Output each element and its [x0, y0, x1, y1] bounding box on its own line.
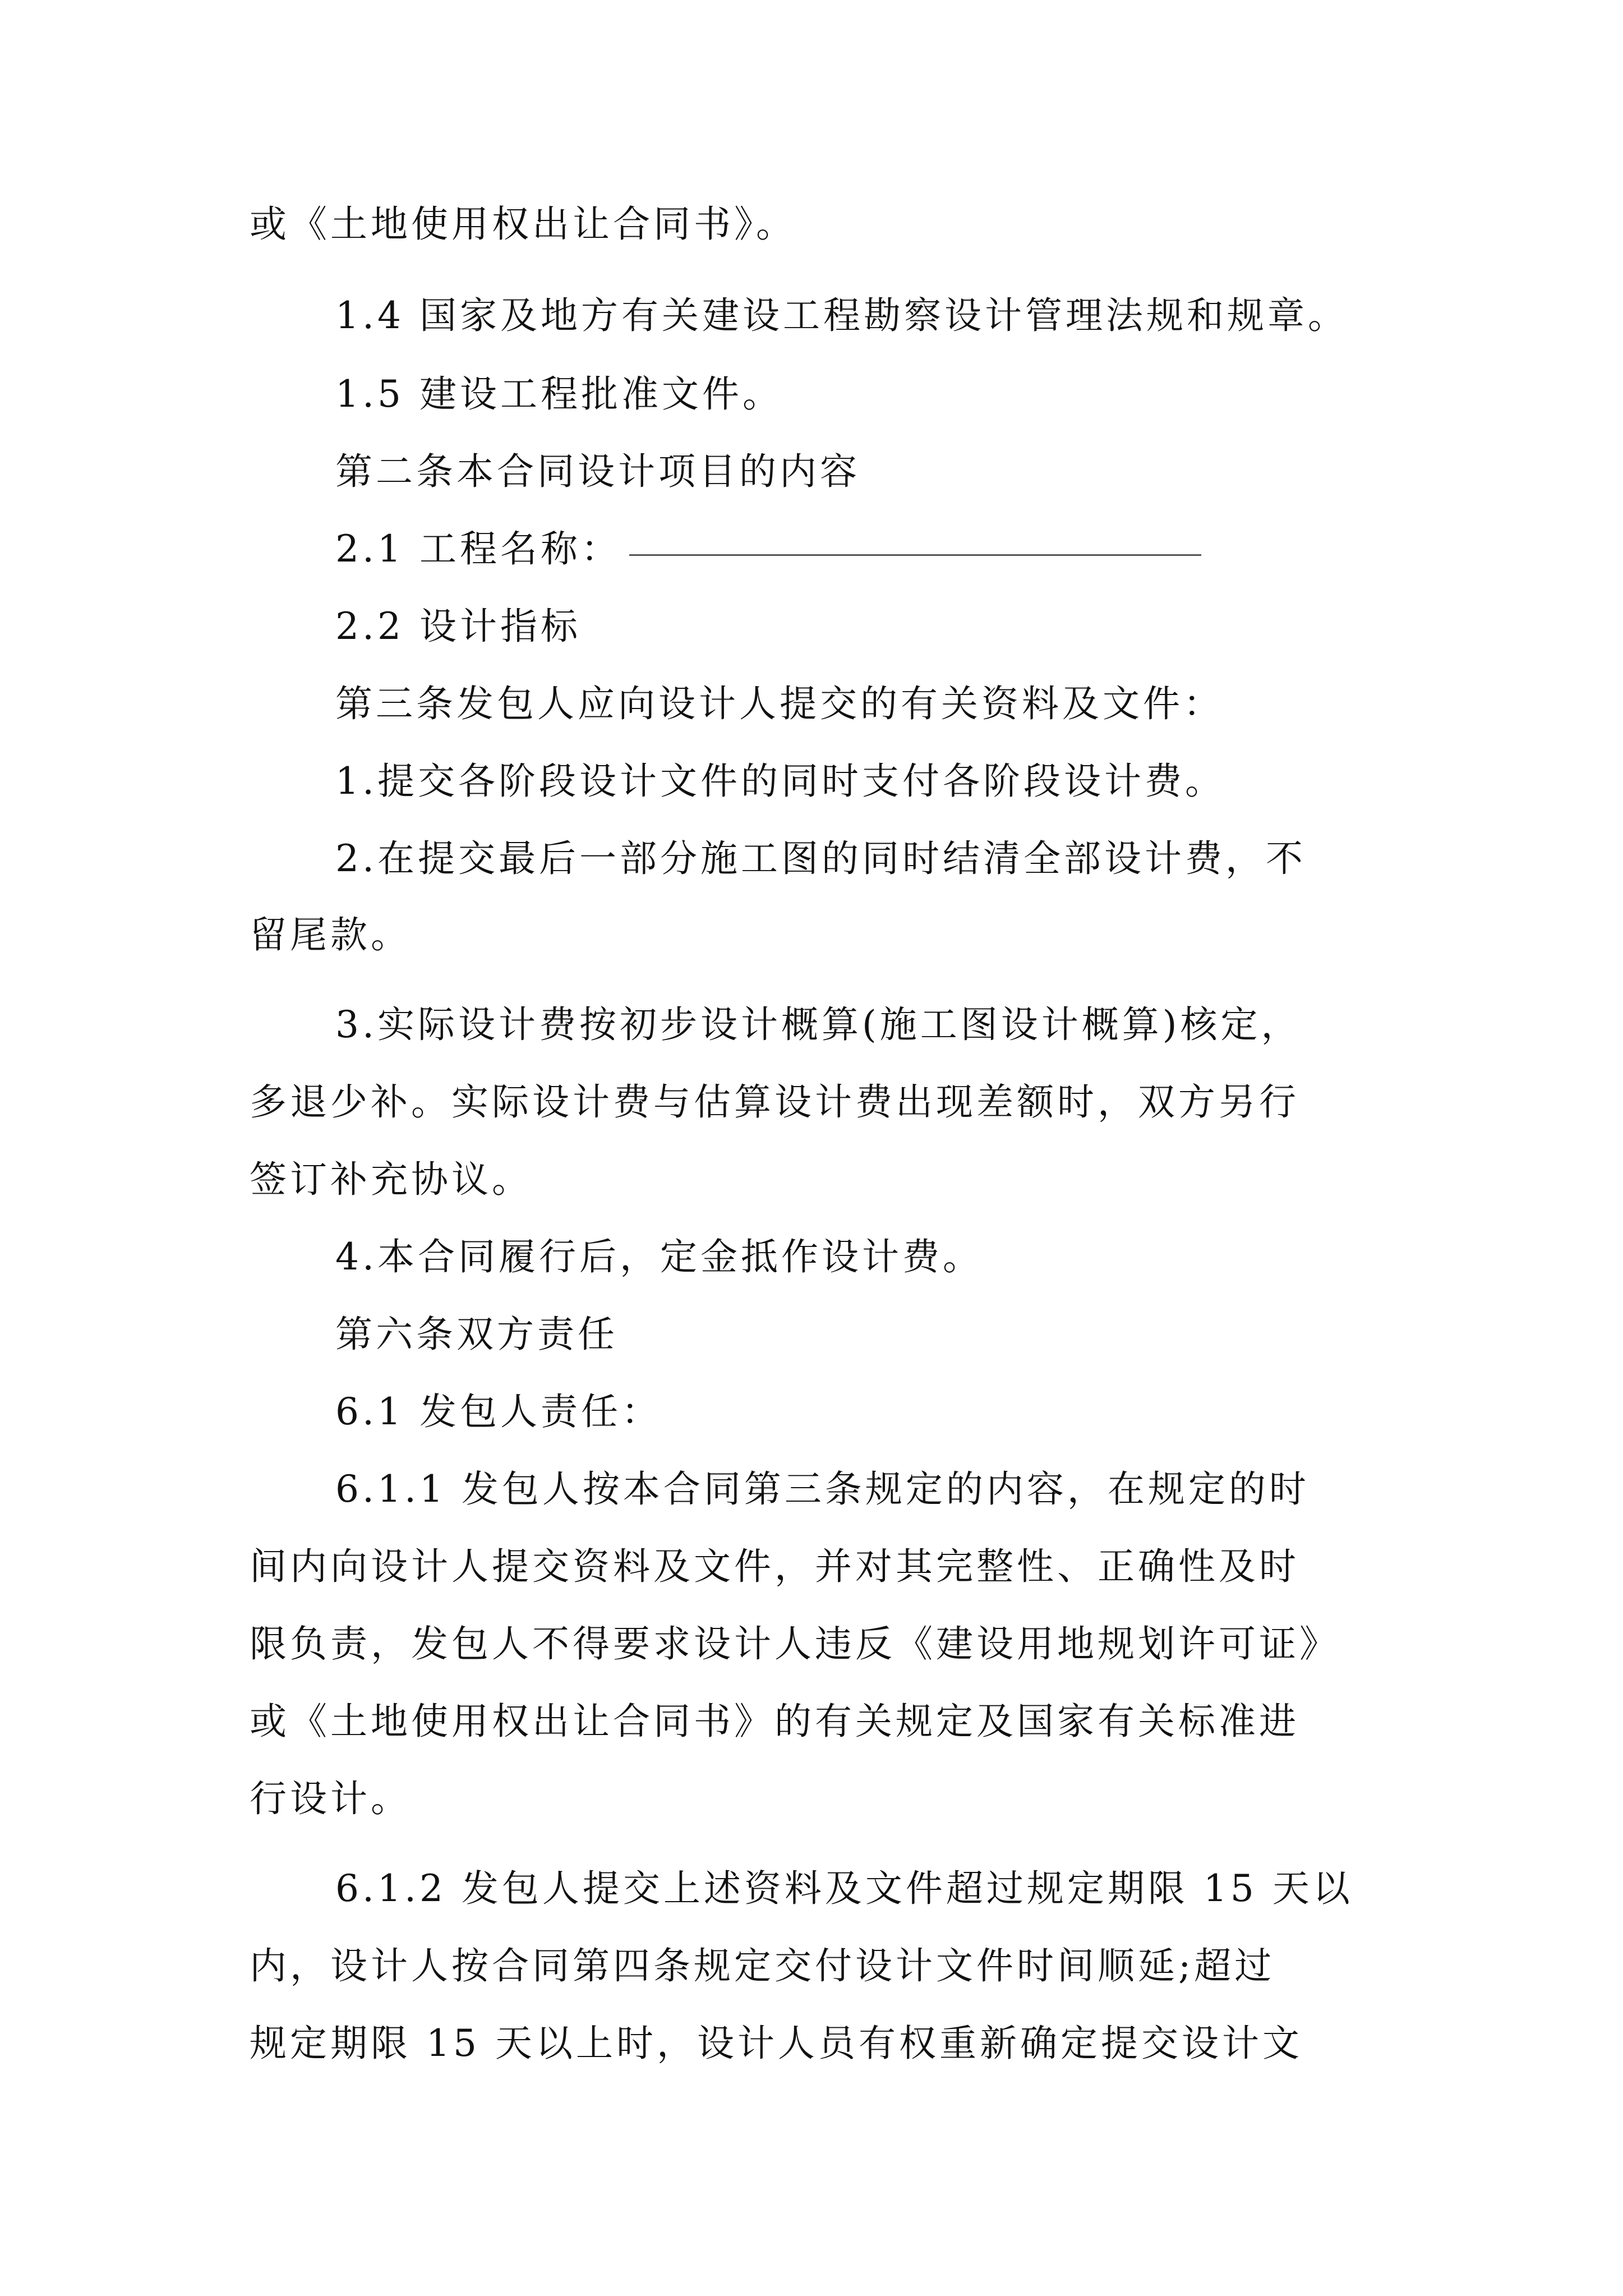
text-line: 6.1.1 发包人按本合同第三条规定的内容，在规定的时 — [335, 1467, 1310, 1511]
section-heading: 第二条本合同设计项目的内容 — [335, 450, 860, 493]
text-line: 1.提交各阶段设计文件的同时支付各阶段设计费。 — [335, 760, 1225, 803]
text-line: 4.本合同履行后，定金抵作设计费。 — [335, 1235, 983, 1278]
section-heading: 第三条发包人应向设计人提交的有关资料及文件： — [335, 682, 1224, 725]
text-line: 限负责，发包人不得要求设计人违反《建设用地规划许可证》 — [250, 1622, 1340, 1665]
project-name-blank — [629, 549, 1201, 556]
text-line: 2.在提交最后一部分施工图的同时结清全部设计费，不 — [335, 837, 1306, 880]
text-line: 内，设计人按合同第四条规定交付设计文件时间顺延;超过 — [250, 1944, 1275, 1987]
text-line: 行设计。 — [250, 1777, 411, 1820]
text-line: 间内向设计人提交资料及文件，并对其完整性、正确性及时 — [250, 1545, 1299, 1588]
text-line: 或《土地使用权出让合同书》的有关规定及国家有关标准进 — [250, 1700, 1299, 1743]
text-line: 多退少补。实际设计费与估算设计费出现差额时，双方另行 — [250, 1080, 1299, 1124]
text-line: 6.1.2 发包人提交上述资料及文件超过规定期限 15 天以 — [335, 1867, 1353, 1910]
text-line: 2.2 设计指标 — [335, 605, 581, 648]
text-line: 3.实际设计费按初步设计概算(施工图设计概算)核定， — [335, 1003, 1302, 1046]
section-heading: 第六条双方责任 — [335, 1313, 618, 1356]
text-line: 1.4 国家及地方有关建设工程勘察设计管理法规和规章。 — [335, 294, 1348, 337]
text-line: 6.1 发包人责任： — [335, 1390, 662, 1433]
project-name-label: 2.1 工程名称： — [335, 527, 621, 570]
text-line: 或《土地使用权出让合同书》。 — [250, 203, 796, 246]
text-line: 留尾款。 — [250, 913, 411, 956]
text-line: 签订补充协议。 — [250, 1158, 532, 1201]
text-line: 1.5 建设工程批准文件。 — [335, 372, 783, 416]
project-name-line — [335, 524, 1201, 574]
text-line: 规定期限 15 天以上时，设计人员有权重新确定提交设计文 — [250, 2022, 1303, 2065]
